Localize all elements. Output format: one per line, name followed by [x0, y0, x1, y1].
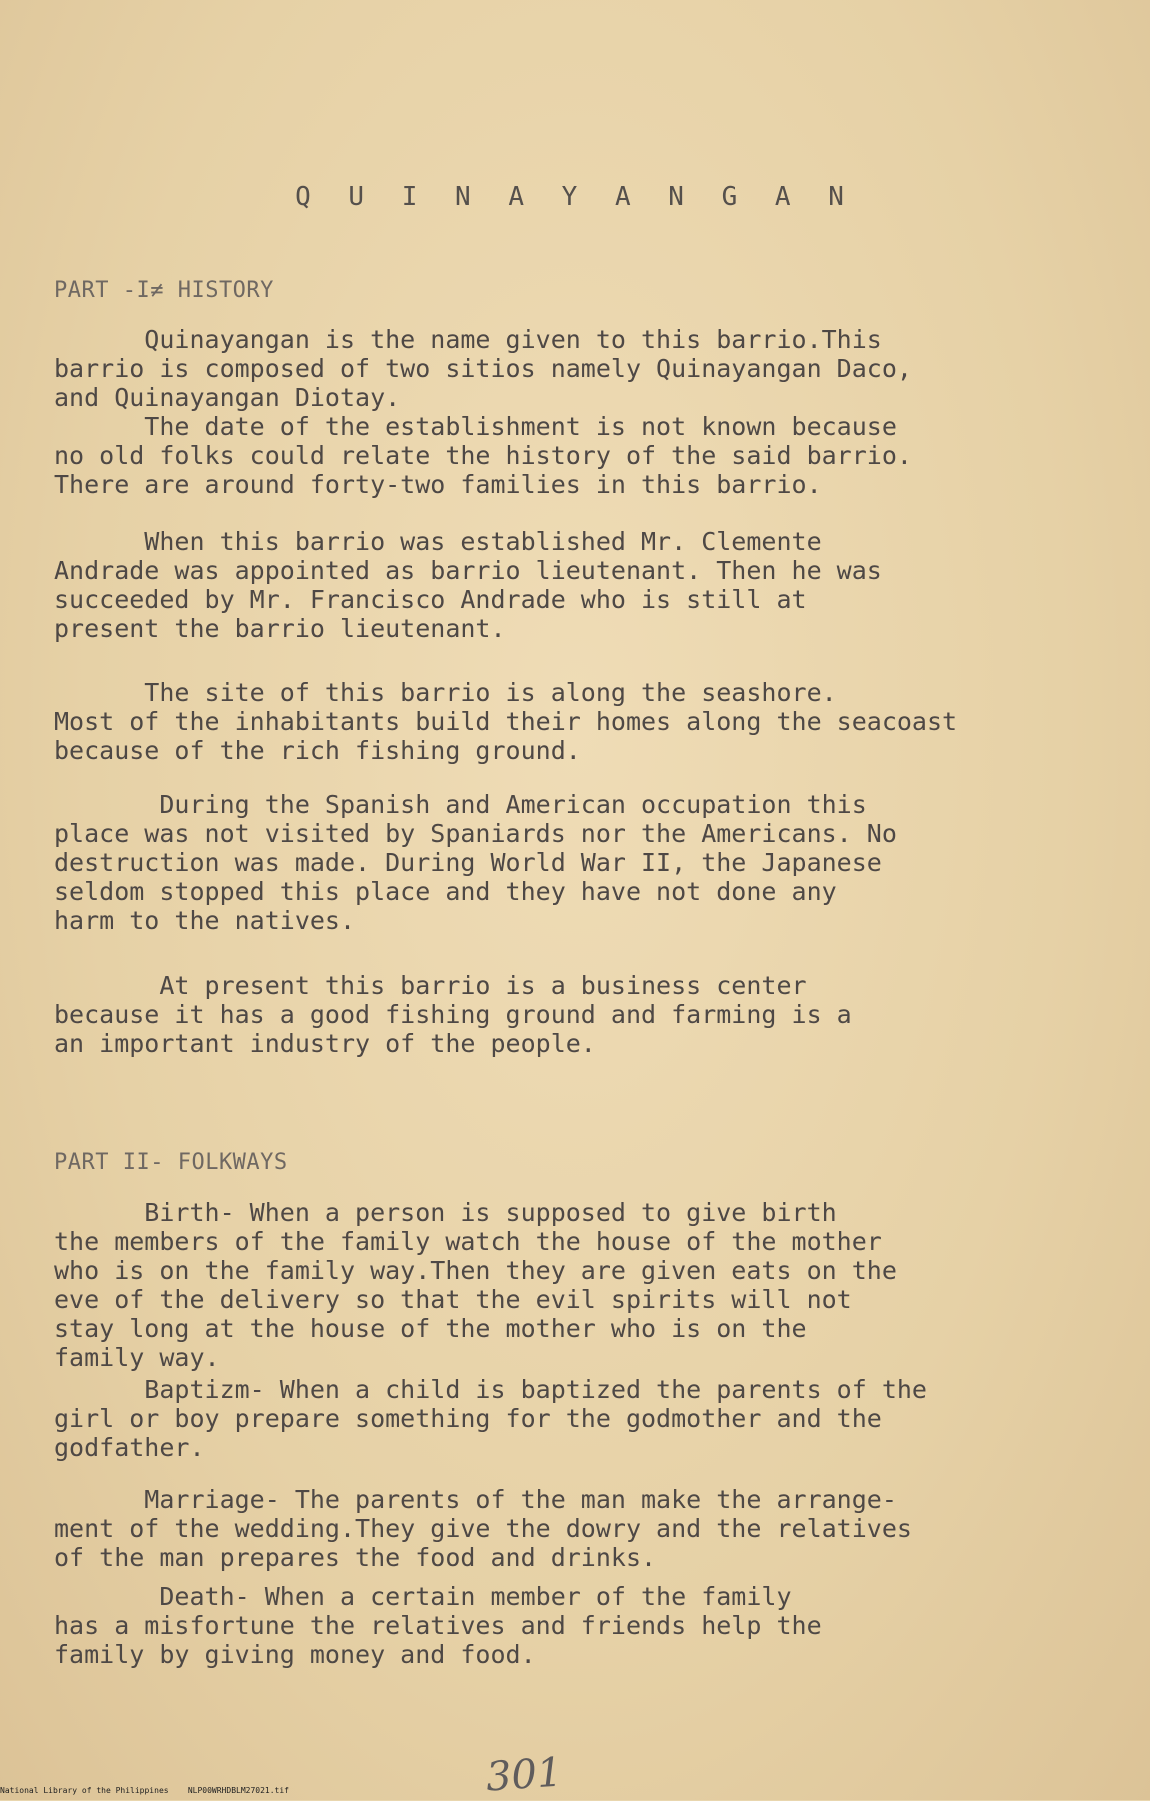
folkways-birth: Birth- When a person is supposed to give birth the members of the family watch the house of the mother who is on the family way.Then they are given eats on the eve of the delivery so that the evil spirits will not stay long at the house of the mother who is on the family way.: [54, 1198, 897, 1372]
folkways-marriage: Marriage- The parents of the man make the arrange- ment of the wedding.They give the dowry and the relatives of the man prepares the food and drinks.: [54, 1485, 912, 1572]
history-paragraph-5: At present this barrio is a business center because it has a good fishing ground and farming is a an important industry of the people.: [54, 971, 852, 1058]
history-paragraph-4: During the Spanish and American occupation this place was not visited by Spaniards nor the Americans. No destruction was made. During World War II, the Japanese seldom stopped this place and they have not done any harm to the natives.: [54, 790, 897, 935]
folkways-baptism: Baptizm- When a child is baptized the parents of the girl or boy prepare something for the godmother and the godfather.: [54, 1375, 927, 1462]
scan-footer: National Library of the Philippines NLP00WRHDBLM27021.tif: [0, 1786, 289, 1795]
folkways-death: Death- When a certain member of the family has a misfortune the relatives and friends help the family by giving money and food.: [54, 1582, 822, 1669]
page-title: Q U I N A Y A N G A N: [295, 182, 855, 212]
part2-heading: PART II- FOLKWAYS: [54, 1150, 288, 1175]
handwritten-page-number: 301: [484, 1749, 564, 1801]
part1-heading: PART -I≠ HISTORY: [54, 278, 274, 303]
history-paragraph-1: Quinayangan is the name given to this barrio.This barrio is composed of two sitios namely Quinayangan Daco, and Quinayangan Diotay. The date of the establishment is not known because no old folks could relate the history of the said barrio. There are around forty-two families in this barrio.: [54, 325, 912, 499]
history-paragraph-3: The site of this barrio is along the seashore. Most of the inhabitants build their homes along the seacoast because of the rich fishing ground.: [54, 678, 958, 765]
history-paragraph-2: When this barrio was established Mr. Clemente Andrade was appointed as barrio lieutenant. Then he was succeeded by Mr. Francisco Andrade who is still at present the barrio lieutenant.: [54, 527, 882, 643]
